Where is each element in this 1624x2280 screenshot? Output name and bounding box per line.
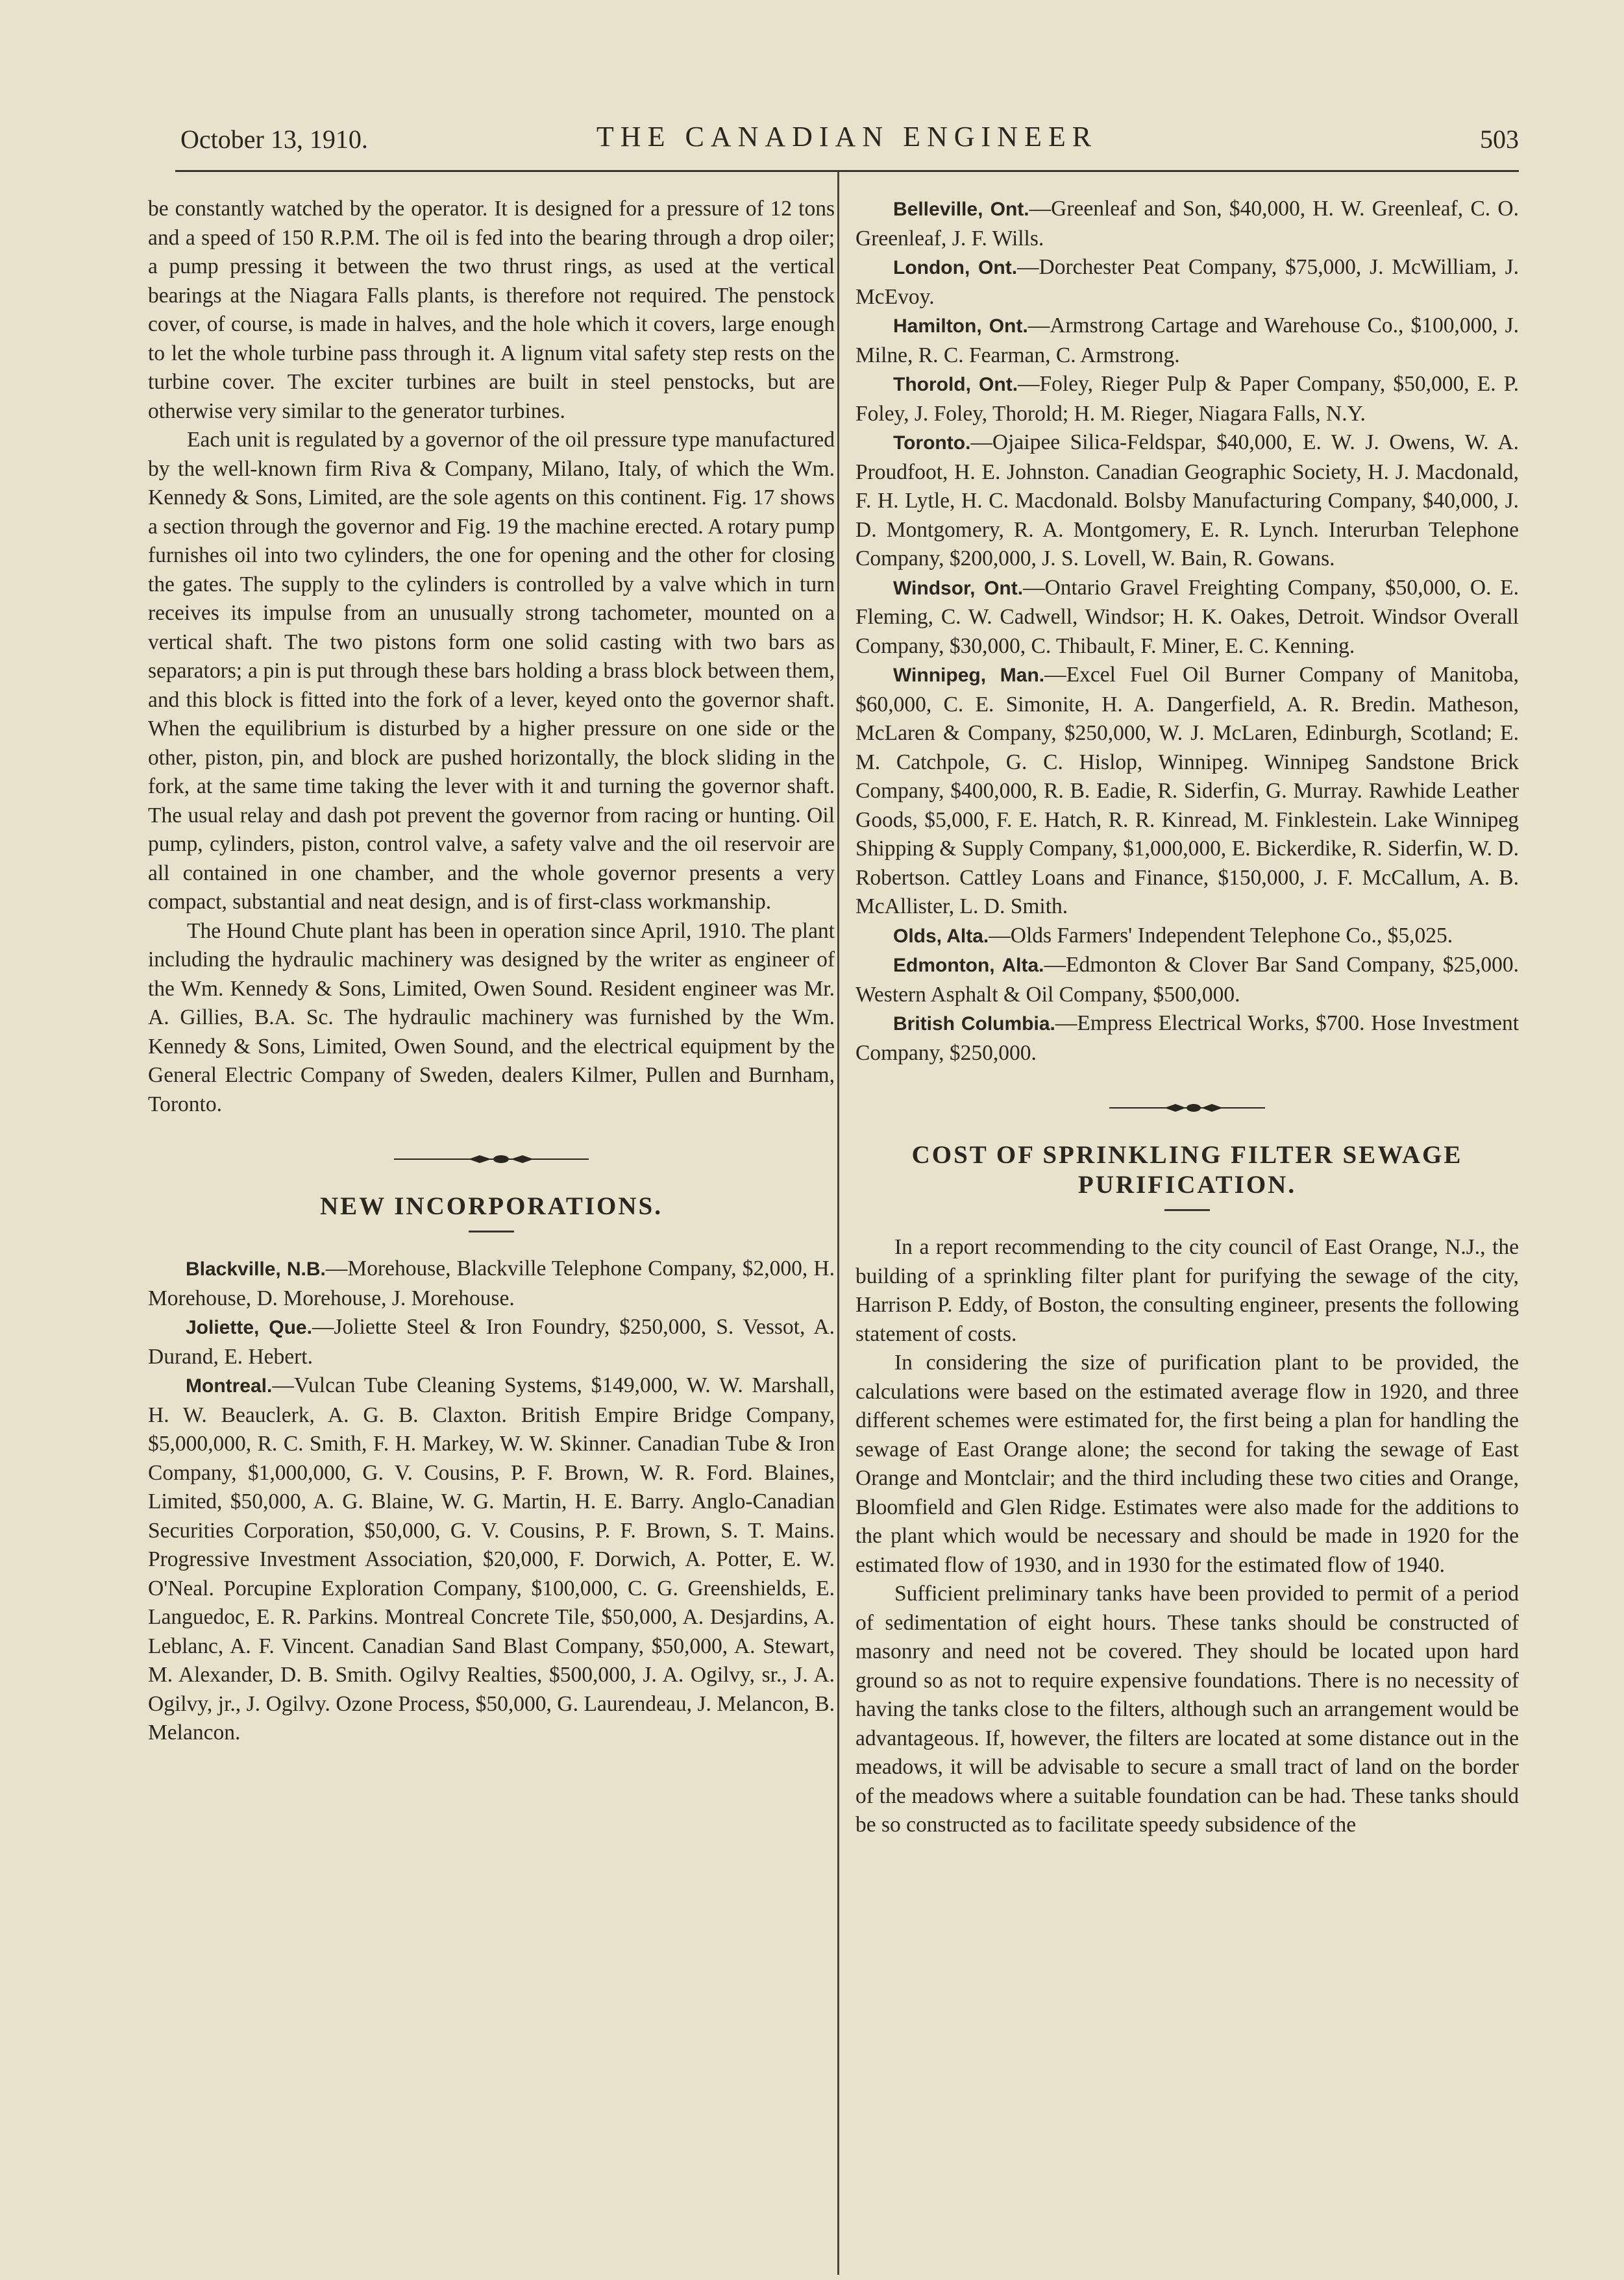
heading-rule (469, 1231, 514, 1232)
incorporation-entry (855, 195, 1519, 253)
heading-line-1: COST OF SPRINKLING FILTER SEWAGE (911, 1141, 1463, 1169)
entry-text: —Morehouse, Blackville Telephone Company, $2,000, H. Morehouse, D. Morehouse, J. Morehouse. (148, 1256, 835, 1310)
entry-place: Hamilton, Ont. (893, 315, 1028, 337)
left-column (148, 195, 835, 1748)
sewage-paragraph: Sufficient preliminary tanks have been provided to permit of a period of sedimentation of eight hours. These tanks should be constructed of masonry and need not be covered. They should be located upon hard ground so as not to require expensive foundations. There is no necessity of having the tanks close to the filters, although such an arrangement would be advantageous. If, however, the filters are located at some distance out in the meadows, it will be advisable to secure a small tract of land on the border of the meadows where a suitable foundation can be had. These tanks should be so constructed as to facilitate speedy subsidence of the (855, 1582, 1519, 1837)
entry-text: —Ontario Gravel Freighting Company, $50,000, O. E. Fleming, C. W. Cadwell, Windsor; H. K. Oakes, Detroit. Windsor Overall Company, $30,000, C. Thibault, F. Miner, E. C. Kenning. (855, 575, 1519, 658)
entry-text: —Dorchester Peat Company, $75,000, J. McWilliam, J. McEvoy. (855, 255, 1519, 309)
sewage-paragraph: In a report recommending to the city council of East Orange, N.J., the building of a sprinkling filter plant for purifying the sewage of the city, Harrison P. Eddy, of Boston, the consulting engineer, presents the following statement of costs. (855, 1235, 1519, 1346)
right-column (855, 195, 1519, 1840)
incorporation-entry (855, 253, 1519, 312)
incorporation-entry (855, 951, 1519, 1009)
entry-place: Blackville, N.B. (186, 1258, 326, 1280)
entry-text: —Edmonton & Clover Bar Sand Company, $25,000. Western Asphalt & Oil Company, $500,000. (855, 953, 1519, 1007)
sewage-paragraph: In considering the size of purification plant to be provided, the calculations were based on the estimated average flow in 1920, and three different schemes were estimated for, the first being a plan for handling the sewage of East Orange alone; the second for taking the sewage of East Orange and Montclair; and the third including these two cities and Orange, Bloomfield and Glen Ridge. Estimates were also made for the additions to the plant which would be necessary and should be made in 1920 for the estimated flow of 1930, and in 1930 for the estimated flow of 1940. (855, 1351, 1519, 1577)
column-divider (837, 172, 839, 2275)
issue-date: October 13, 1910. (180, 125, 368, 154)
entry-text: —Armstrong Cartage and Warehouse Co., $100,000, J. Milne, R. C. Fearman, C. Armstrong. (855, 313, 1519, 367)
entry-place: Edmonton, Alta. (893, 955, 1044, 976)
entry-place: Winnipeg, Man. (893, 665, 1045, 686)
entry-text: —Empress Electrical Works, $700. Hose Investment Company, $250,000. (855, 1011, 1519, 1065)
section-ornament (855, 1094, 1519, 1109)
incorporation-entry (855, 1009, 1519, 1068)
incorporation-entry (855, 312, 1519, 370)
incorporation-entry (148, 1255, 835, 1313)
page-number: 503 (1480, 125, 1519, 154)
entry-place: Belleville, Ont. (893, 199, 1029, 220)
entry-text: —Olds Farmers' Independent Telephone Co., $5,025. (989, 923, 1453, 948)
entry-place: Joliette, Que. (186, 1317, 312, 1338)
entry-place: Olds, Alta. (893, 925, 989, 947)
entry-text: —Vulcan Tube Cleaning Systems, $149,000, W. W. Marshall, H. W. Beauclerk, A. G. B. Claxton. British Empire Bridge Company, $5,000,000, R. C. Smith, F. H. Markey, W. W. Skinner. Canadian Tube & Iron Company, $1,000,000, G. V. Cousins, P. F. Brown, W. R. Ford. Blaines, Limited, $50,000, A. G. Blaine, W. G. Martin, H. E. Barry. Anglo-Canadian Securities Corporation, $50,000, G. V. Cousins, P. F. Brown, S. T. Mains. Progressive Investment Association, $20,000, F. Dorwich, A. Potter, E. W. O'Neal. Porcupine Exploration Company, $100,000, C. G. Greenshields, E. Languedoc, E. R. Parkins. Montreal Concrete Tile, $50,000, A. Desjardins, A. Leblanc, A. F. Vincent. Canadian Sand Blast Company, $50,000, A. Stewart, M. Alexander, D. B. Smith. Ogilvy Realties, $500,000, J. A. Ogilvy, sr., J. A. Ogilvy, jr., J. Ogilvy. Ozone Process, $50,000, G. Laurendeau, J. Melancon, B. Melancon. (148, 1373, 835, 1745)
running-header (175, 120, 1519, 159)
entry-text: —Ojaipee Silica-Feldspar, $40,000, E. W. J. Owens, W. A. Proudfoot, H. E. Johnston. Canadian Geographic Society, H. J. Macdonald, F. H. Lytle, H. C. Macdonald. Bolsby Manufacturing Company, $40,000, J. D. Montgomery, R. A. Montgomery, E. R. Lynch. Interurban Telephone Company, $200,000, J. S. Lovell, W. Bain, R. Gowans. (855, 430, 1519, 570)
entry-text: —Joliette Steel & Iron Foundry, $250,000, S. Vessot, A. Durand, E. Hebert. (148, 1315, 835, 1369)
entry-text: —Excel Fuel Oil Burner Company of Manitoba, $60,000, C. E. Simonite, H. A. Dangerfield, A. R. Bredin. Matheson, McLaren & Company, $250,000, W. J. McLaren, Edinburgh, Scotland; E. M. Catchpole, G. C. Hislop, Winnipeg. Winnipeg Sandstone Brick Company, $400,000, R. B. Eadie, R. Siderfin, G. Murray. Rawhide Leather Goods, $5,000, F. E. Hatch, R. R. Kinread, M. Finklestein. Lake Winnipeg Shipping & Supply Company, $1,000,000, E. Bickerdike, R. Siderfin, W. D. Robertson. Cattley Loans and Finance, $150,000, J. F. McCallum, A. B. McAllister, L. D. Smith. (855, 663, 1519, 918)
incorporation-entry (855, 428, 1519, 574)
heading-line-2: PURIFICATION. (1077, 1171, 1297, 1199)
entry-place: Montreal. (186, 1375, 273, 1397)
incorporation-entry (148, 1313, 835, 1371)
journal-title: THE CANADIAN ENGINEER (596, 121, 1098, 153)
entry-place: Thorold, Ont. (893, 374, 1018, 395)
turbine-paragraph: be constantly watched by the operator. It is designed for a pressure of 12 tons and a speed of 150 R.P.M. The oil is fed into the bearing through a drop oiler; a pump pressing it between the two thrust rings, as used at the vertical bearings at the Niagara Falls plants, is therefore not required. The penstock cover, of course, is made in halves, and the hole which it covers, large enough to let the whole turbine pass through it. A lignum vital safety step rests on the turbine cover. The exciter turbines are built in steel penstocks, but are otherwise very similar to the generator turbines. (148, 197, 835, 423)
entry-text: —Foley, Rieger Pulp & Paper Company, $50,000, E. P. Foley, J. Foley, Thorold; H. M. Rieger, Niagara Falls, N.Y. (855, 372, 1519, 426)
sewage-article-heading (855, 1140, 1519, 1200)
entry-place: Windsor, Ont. (893, 577, 1024, 599)
incorporation-entry (855, 574, 1519, 661)
section-ornament (148, 1145, 835, 1160)
hound-chute-paragraph: The Hound Chute plant has been in operation since April, 1910. The plant including the hydraulic machinery was designed by the writer as engineer of the Wm. Kennedy & Sons, Limited, Owen Sound. Resident engineer was Mr. A. Gillies, B.A. Sc. The hydraulic machinery was furnished by the Wm. Kennedy & Sons, Limited, Owen Sound, and the electrical equipment by the General Electric Company of Sweden, dealers Kilmer, Pullen and Burnham, Toronto. (148, 918, 835, 1116)
heading-rule (1164, 1209, 1210, 1211)
incorporation-entry (855, 922, 1519, 951)
new-incorporations-heading: NEW INCORPORATIONS. (320, 1192, 663, 1220)
incorporation-entry (855, 370, 1519, 428)
header-rule (175, 170, 1519, 172)
entry-place: Toronto. (893, 432, 971, 454)
entry-place: London, Ont. (893, 257, 1018, 278)
incorporation-entry (855, 661, 1519, 922)
entry-place: British Columbia. (893, 1013, 1055, 1035)
governor-paragraph: Each unit is regulated by a governor of the oil pressure type manufactured by the well-known firm Riva & Company, Milano, Italy, of which the Wm. Kennedy & Sons, Limited, are the sole agents on this continent. Fig. 17 shows a section through the governor and Fig. 19 the machine erected. A rotary pump furnishes oil into two cylinders, the one for opening and the other for closing the gates. The supply to the cylinders is controlled by a valve which in turn receives its impulse from an unusually strong tachometer, mounted on a vertical shaft. The two pistons form one solid casting with two bars as separators; a pin is put through these bars holding a brass block between them, and this block is fitted into the fork of a lever, keyed onto the governor shaft. When the equilibrium is disturbed by a higher pressure on one side or the other, piston, pin, and block are pushed horizontally, the block sliding in the fork, at the same time taking the lever with it and turning the governor shaft. The usual relay and dash pot prevent the governor from racing or hunting. Oil pump, cylinders, piston, control valve, a safety valve and the oil reservoir are all contained in one chamber, and the whole governor presents a very compact, substantial and neat design, and is of first-class workmanship. (148, 428, 835, 914)
incorporation-entry (148, 1371, 835, 1748)
entry-text: —Greenleaf and Son, $40,000, H. W. Greenleaf, C. O. Greenleaf, J. F. Wills. (855, 197, 1519, 251)
